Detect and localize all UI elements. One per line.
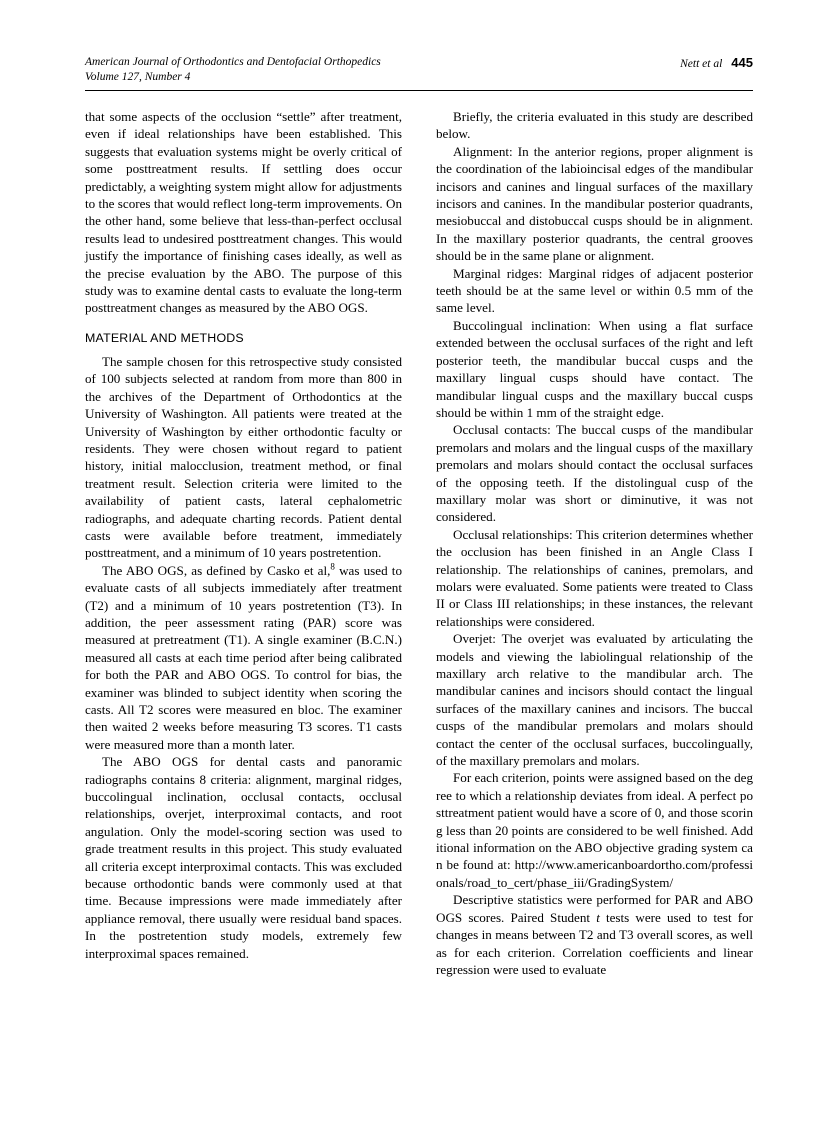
two-column-body [85,108,753,978]
running-head-right [680,55,753,72]
left-column [85,108,402,978]
paragraph-overjet: Overjet: The overjet was evaluated by articulating the models and viewing the labiolingual relationship of the maxillary arch relative to the mandibular arch. The mandibular canines and incisors should contact the lingual surfaces of the maxillary canines and incisors. The buccal cusps of the mandibular premolars and molars should contact the center of the occlusal surfaces, buccolingually, of the maxillary premolars and molars. [436,631,753,769]
journal-title: American Journal of Orthodontics and Dentofacial Orthopedics [85,56,381,68]
paragraph-scoring: For each criterion, points were assigned based on the degree to which a relationship deviates from ideal. A perfect posttreatment patient would have a score of 0, and those scoring less than 20 points are considered to be well finished. Additional information on the ABO objective grading system can be found at: http://www.americanboardortho.com/professionals/road_to_cert/phase_iii/GradingSystem/ [436,770,753,890]
page-content [85,55,753,978]
para-abo-text2: was used to evaluate casts of all subjects immediately after treatment (T2) and a minimum of 10 years postretention (T3). In addition, the peer assessment rating (PAR) score was measured at pretreatment (T1). A single examiner (B.C.N.) measured all casts at each time period after being calibrated for both the PAR and ABO OGS. To control for bias, the examiner was blinded to subject identity when scoring the casts. All T2 scores were measured en bloc. The examiner then waited 2 weeks before measuring T3 scores. T1 casts were measured more than a month later. [85,562,402,752]
page-number: 445 [731,55,753,70]
running-head [85,55,753,85]
paragraph-briefly: Briefly, the criteria evaluated in this study are described below. [436,109,753,142]
paragraph-buccolingual-inclination: Buccolingual inclination: When using a flat surface extended between the occlusal surfaces of the right and left posterior teeth, the mandibular buccal cusps and the maxillary lingual cusps should have contact. The mandibular lingual cusps and the maxillary buccal cusps should be within 1 mm of the straight edge. [436,317,753,420]
paragraph-occlusal-relationships: Occlusal relationships: This criterion determines whether the occlusion has been finished in an Angle Class I relationship. The relationships of canines, premolars, and molars were evaluated. Some patients were treated to Class II or Class III relationships; in these instances, the relevant relationships were considered. [436,526,753,629]
paragraph-continued: that some aspects of the occlusion “settle” after treatment, even if ideal relationships have been established. This suggests that evaluation systems might be overly critical of some posttreatment results. If settling does occur predictably, a weighting system might allow for adjustments to the scores that would reflect long-term improvements. On the other hand, some believe that less-than-perfect occlusal results lead to undesired posttreatment changes. This would justify the importance of finishing cases ideally, as well as the precise evaluation by the ABO. The purpose of this study was to examine dental casts to evaluate the long-term posttreatment changes as measured by the ABO OGS. [85,109,402,316]
right-column [436,108,753,978]
para-stats-italic: t [596,909,600,925]
paragraph-occlusal-contacts: Occlusal contacts: The buccal cusps of the mandibular premolars and molars and the lingual cusps of the maxillary premolars and molars should contact the occlusal surfaces of the opposing teeth. If the distolingual cusp of the maxillary molar was short or diminutive, it was not considered. [436,422,753,525]
para-stats-text2: tests were used to test for changes in means between T2 and T3 overall scores, as well as for each criterion. Correlation coefficients and linear regression were used to evaluate [436,909,753,977]
header-rule [85,90,753,91]
journal-volume: Volume 127, Number 4 [85,71,191,83]
paragraph-statistics [436,891,753,978]
paragraph-sample: The sample chosen for this retrospective study consisted of 100 subjects selected at random from more than 800 in the archives of the Department of Orthodontics at the University of Washington. All patients were treated at the University of Washington by either orthodontic faculty or residents. They were chosen without regard to patient history, initial malocclusion, treatment method, or final treatment result. Selection criteria were limited to the availability of patient casts, lateral cephalometric radiographs, and adequate charting records. Patient dental casts were available before treatment, immediately posttreatment, and a minimum of 10 years postretention. [85,353,402,561]
running-authors: Nett et al [680,58,723,70]
para-abo-text1: The ABO OGS, as defined by Casko et al, [102,562,331,578]
paragraph-alignment: Alignment: In the anterior regions, proper alignment is the coordination of the labioincisal edges of the mandibular incisors and canines and lingual surfaces of the maxillary incisors and canines. In the mandibular posterior quadrants, mesiobuccal and distobuccal cusps should be in alignment. In the maxillary posterior quadrants, the central grooves should be in the same plane or alignment. [436,143,753,264]
paragraph-criteria-list: The ABO OGS for dental casts and panoramic radiographs contains 8 criteria: alignment, marginal ridges, buccolingual inclination, occlusal contacts, occlusal relationships, overjet, interproximal contacts, and root angulation. Only the model-scoring section was used to grade treatment results in this project. This study evaluated all criteria except interproximal contacts. This was excluded because orthodontic bands were commonly used at that time. Because impressions were made immediately after appliance removal, there usually were residual band spaces. In the postretention study models, extremely few interproximal spaces remained. [85,754,402,961]
journal-title-block [85,55,381,85]
citation-marker: 8 [330,561,335,572]
paragraph-abo-ogs [85,562,402,753]
paragraph-marginal-ridges: Marginal ridges: Marginal ridges of adjacent posterior teeth should be at the same level or within 0.5 mm of the same level. [436,265,753,316]
section-heading-material-and-methods: MATERIAL AND METHODS [85,330,244,345]
para-stats-text1: Descriptive statistics were performed for PAR and ABO OGS scores. Paired Student [436,892,753,925]
